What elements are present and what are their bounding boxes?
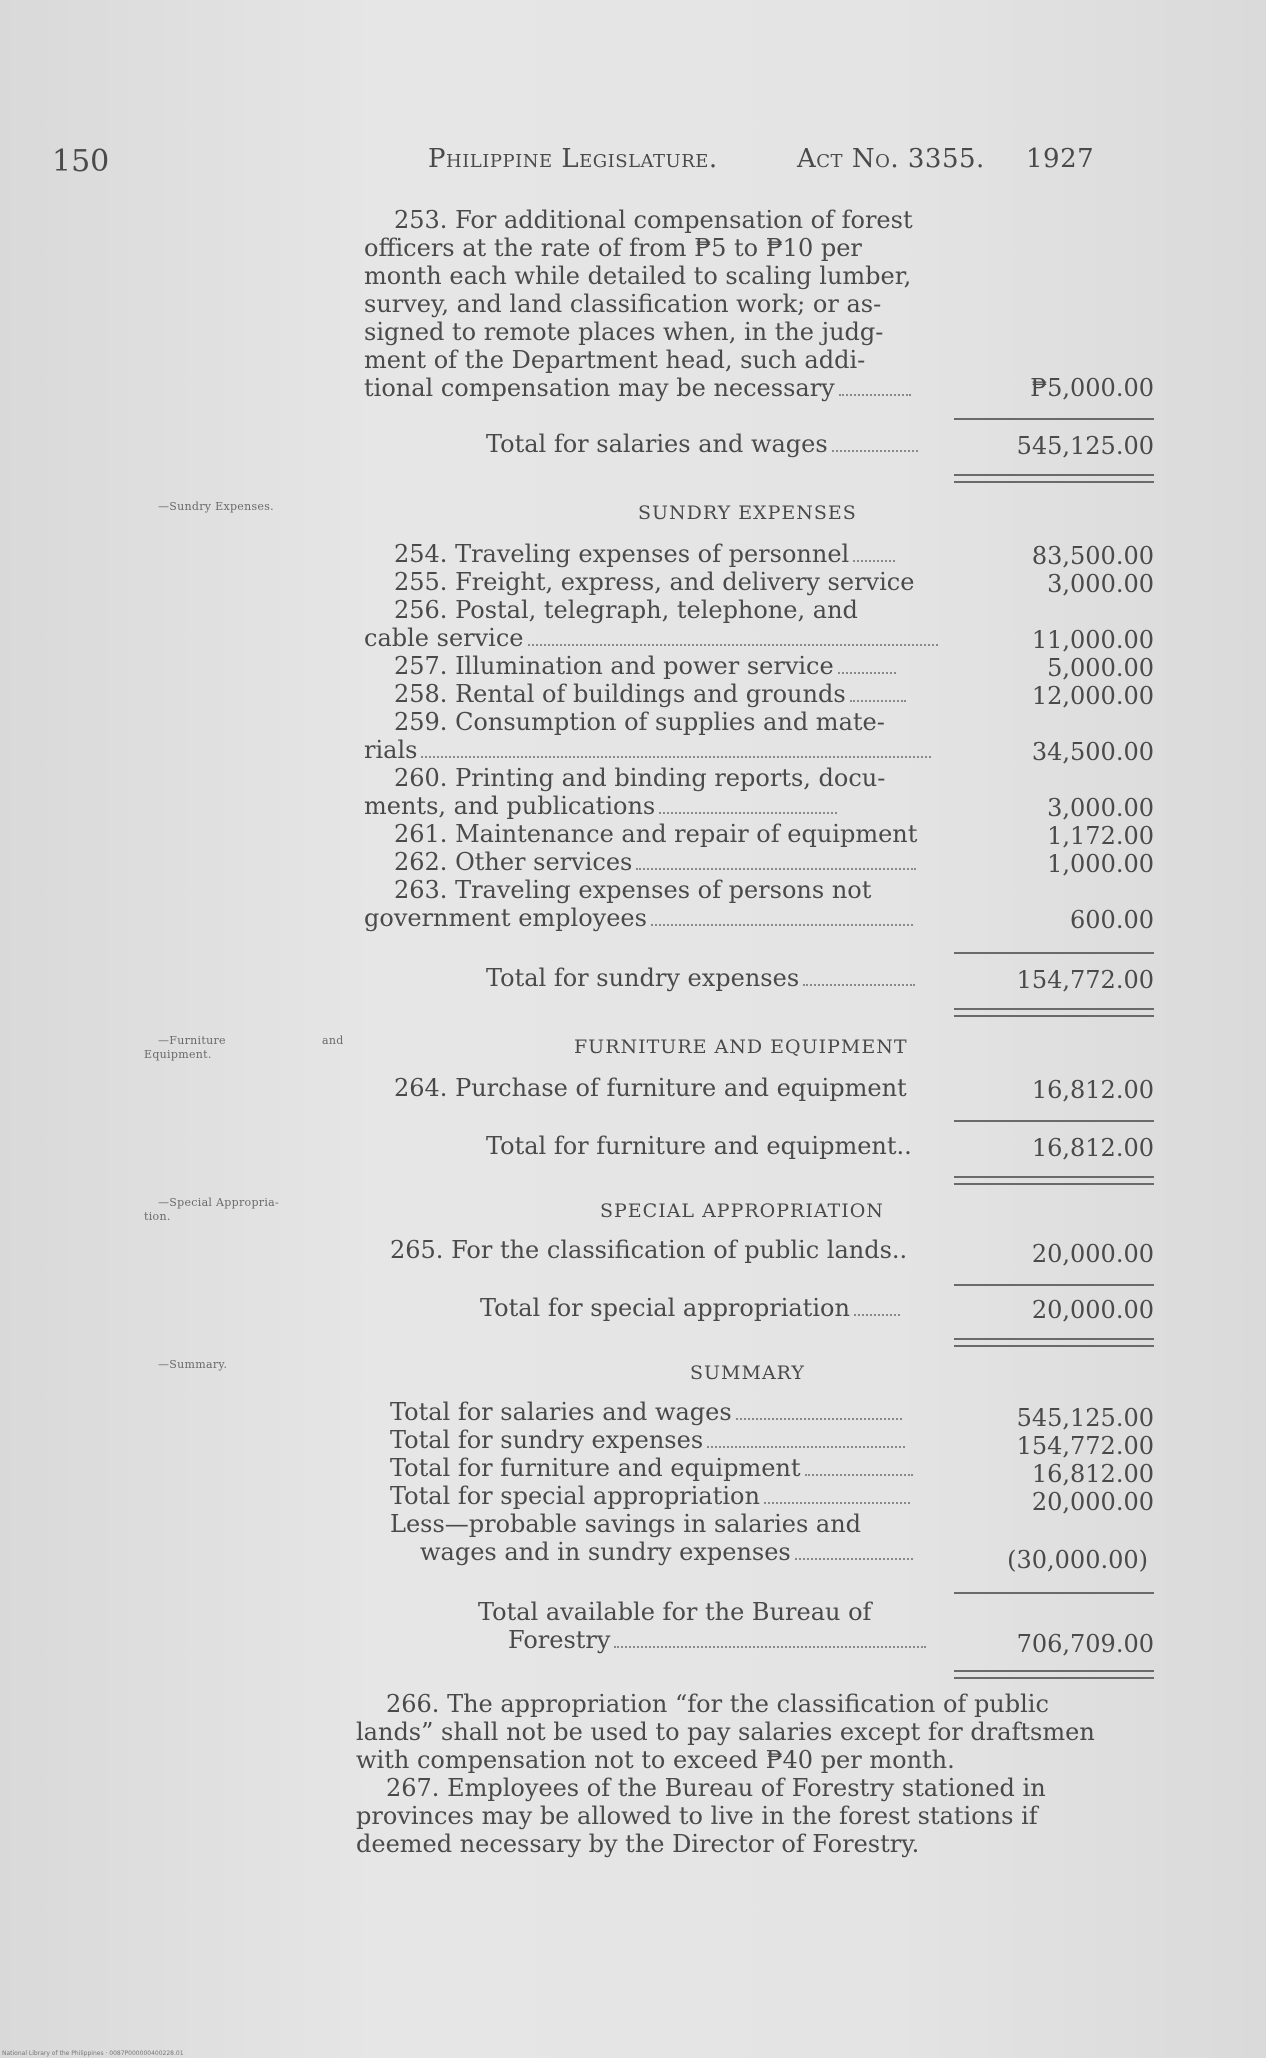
sundry-item: 257. Illumination and power service bbox=[364, 652, 938, 680]
margin-note-furniture-and: and bbox=[322, 1034, 344, 1047]
sundry-item: 258. Rental of buildings and grounds bbox=[364, 680, 938, 708]
item-253-line: survey, and land classification work; or as- bbox=[364, 290, 882, 318]
rule bbox=[954, 1284, 1154, 1286]
summary-amount: 154,772.00 bbox=[1016, 1432, 1154, 1460]
sundry-item: ments, and publications bbox=[364, 792, 938, 820]
total-salaries-amount: 545,125.00 bbox=[1016, 432, 1154, 460]
margin-note-furniture: —Furniture bbox=[158, 1034, 226, 1047]
item-264: 264. Purchase of furniture and equipment bbox=[394, 1074, 907, 1102]
rule bbox=[954, 1120, 1154, 1122]
item-253-line: tional compensation may be necessary bbox=[364, 374, 913, 402]
sundry-item: 261. Maintenance and repair of equipment bbox=[394, 820, 918, 848]
total-salaries-label: Total for salaries and wages bbox=[486, 430, 918, 458]
margin-note-sundry: —Sundry Expenses. bbox=[158, 500, 274, 513]
item-264-amount: 16,812.00 bbox=[1031, 1076, 1154, 1104]
sundry-item: 260. Printing and binding reports, docu- bbox=[394, 764, 886, 792]
summary-rows bbox=[390, 1398, 913, 1566]
special-heading: SPECIAL APPROPRIATION bbox=[600, 1200, 884, 1222]
sundry-item: 259. Consumption of supplies and mate- bbox=[394, 708, 885, 736]
sundry-heading: SUNDRY EXPENSES bbox=[638, 502, 857, 524]
summary-less: Less—probable savings in salaries and bbox=[390, 1510, 862, 1538]
double-rule bbox=[954, 1338, 1154, 1347]
margin-note-summary: —Summary. bbox=[158, 1358, 228, 1371]
page-number: 150 bbox=[52, 144, 110, 179]
sundry-item: cable service bbox=[364, 624, 938, 652]
act-number: Act No. 3355. bbox=[797, 144, 985, 174]
sundry-amount: 34,500.00 bbox=[1031, 738, 1154, 766]
double-rule bbox=[954, 474, 1154, 483]
margin-note-special: —Special Appropria- bbox=[158, 1196, 280, 1209]
item-253-line: 253. For additional compensation of forest bbox=[394, 206, 913, 234]
sundry-item: 256. Postal, telegraph, telephone, and bbox=[394, 596, 858, 624]
item-253-amount: ₱5,000.00 bbox=[1030, 374, 1154, 402]
sundry-amount: 3,000.00 bbox=[1047, 570, 1154, 598]
sundry-item: 262. Other services bbox=[364, 848, 938, 876]
item-253 bbox=[364, 206, 913, 402]
sundry-item: 263. Traveling expenses of persons not bbox=[394, 876, 872, 904]
summary-row: Total for sundry expenses bbox=[390, 1426, 913, 1454]
summary-amount: 20,000.00 bbox=[1031, 1488, 1154, 1516]
paragraph-266: 266. The appropriation “for the classification of public lands” shall not be used to pay salaries except for draftsmen with compensation not to exceed ₱40 per month. bbox=[356, 1690, 1095, 1774]
rule bbox=[954, 1592, 1154, 1594]
sundry-items bbox=[364, 540, 938, 932]
sundry-item: 255. Freight, express, and delivery service bbox=[394, 568, 915, 596]
sundry-amount: 1,172.00 bbox=[1047, 822, 1154, 850]
total-special-amount: 20,000.00 bbox=[1031, 1296, 1154, 1324]
item-265: 265. For the classification of public lands.. bbox=[390, 1236, 908, 1264]
rule bbox=[954, 952, 1154, 954]
sundry-amount: 5,000.00 bbox=[1047, 654, 1154, 682]
summary-amount: 545,125.00 bbox=[1016, 1404, 1154, 1432]
footer-credit: National Library of the Philippines · 0087P000000400228.01 bbox=[2, 2050, 184, 2057]
rule bbox=[954, 418, 1154, 420]
margin-note-furniture-2: Equipment. bbox=[144, 1048, 212, 1061]
double-rule bbox=[954, 1008, 1154, 1017]
summary-row: Total for furniture and equipment bbox=[390, 1454, 913, 1482]
sundry-amount: 600.00 bbox=[1070, 906, 1154, 934]
summary-row: Total for special appropriation bbox=[390, 1482, 913, 1510]
item-265-amount: 20,000.00 bbox=[1031, 1240, 1154, 1268]
total-sundry-label: Total for sundry expenses bbox=[486, 964, 915, 992]
double-rule bbox=[954, 1176, 1154, 1185]
paragraph-267: 267. Employees of the Bureau of Forestry stationed in provinces may be allowed to live in the forest stations if deemed necessary by the Director of Forestry. bbox=[356, 1774, 1046, 1858]
summary-less-amount: (30,000.00) bbox=[1007, 1546, 1148, 1574]
item-253-line: signed to remote places when, in the judg- bbox=[364, 318, 884, 346]
total-furniture-amount: 16,812.00 bbox=[1031, 1134, 1154, 1162]
margin-note-special-2: tion. bbox=[144, 1210, 171, 1223]
total-furniture-label: Total for furniture and equipment.. bbox=[486, 1132, 912, 1160]
summary-total-amount: 706,709.00 bbox=[1016, 1630, 1154, 1658]
sundry-amount: 11,000.00 bbox=[1031, 626, 1154, 654]
sundry-amount: 12,000.00 bbox=[1031, 682, 1154, 710]
header-year: 1927 bbox=[1026, 144, 1095, 174]
item-253-line: ment of the Department head, such addi- bbox=[364, 346, 866, 374]
summary-total-label: Total available for the Bureau of Forestry bbox=[478, 1598, 926, 1654]
furniture-heading: FURNITURE AND EQUIPMENT bbox=[574, 1036, 908, 1058]
total-special-label: Total for special appropriation bbox=[480, 1294, 900, 1322]
sundry-amount: 1,000.00 bbox=[1047, 850, 1154, 878]
item-253-line: officers at the rate of from ₱5 to ₱10 per bbox=[364, 234, 862, 262]
sundry-amount: 3,000.00 bbox=[1047, 794, 1154, 822]
sundry-amount: 83,500.00 bbox=[1031, 542, 1154, 570]
total-sundry-amount: 154,772.00 bbox=[1016, 966, 1154, 994]
sundry-item: 254. Traveling expenses of personnel bbox=[364, 540, 938, 568]
summary-row: Total for salaries and wages bbox=[390, 1398, 913, 1426]
running-title: Philippine Legislature. bbox=[428, 144, 718, 174]
summary-heading: SUMMARY bbox=[690, 1362, 805, 1384]
summary-amount: 16,812.00 bbox=[1031, 1460, 1154, 1488]
summary-less: wages and in sundry expenses bbox=[390, 1538, 913, 1566]
sundry-item: government employees bbox=[364, 904, 938, 932]
double-rule bbox=[954, 1670, 1154, 1679]
item-253-line: month each while detailed to scaling lumber, bbox=[364, 262, 912, 290]
sundry-item: rials bbox=[364, 736, 938, 764]
